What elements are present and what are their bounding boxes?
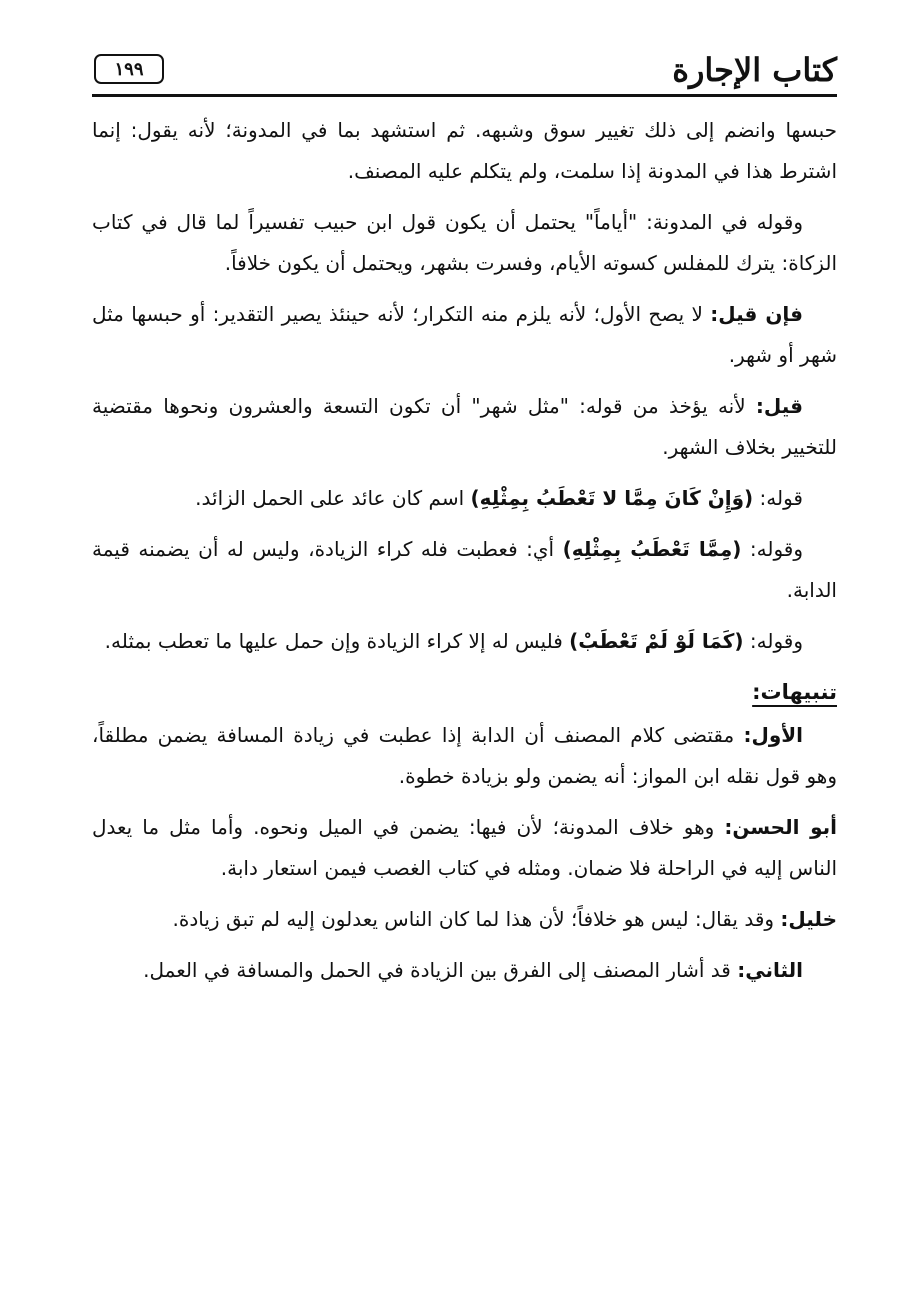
paragraph <box>92 110 837 192</box>
running-title: كتاب الإجارة <box>672 51 837 89</box>
paragraph-lead-term: أبو الحسن: <box>724 815 837 839</box>
paragraph-lead-term: قيل: <box>755 394 803 418</box>
text-segment: مقتضى كلام المصنف أن الدابة إذا عطبت في زيادة المسافة يضمن مطلقاً، وهو قول نقله ابن المواز: أنه يضمن ولو بزيادة خطوة. <box>92 723 837 788</box>
paragraph <box>92 202 837 284</box>
text-segment: وهو خلاف المدونة؛ لأن فيها: يضمن في الميل ونحوه. وأما مثل ما يعدل الناس إليه في الراحلة فلا ضمان. ومثله في كتاب الغصب فيمن استعار دابة. <box>92 815 837 880</box>
text-segment: اسم كان عائد على الحمل الزائد. <box>195 486 471 510</box>
text-segment: حبسها وانضم إلى ذلك تغيير سوق وشبهه. ثم استشهد بما في المدونة؛ لأنه يقول: إنما اشترط هذا في المدونة إذا سلمت، ولم يتكلم عليه المصنف. <box>92 118 837 183</box>
paragraph-lead-term: فإن قيل: <box>710 302 804 326</box>
note-paragraph <box>92 899 837 940</box>
paragraph-lead-term: الأول: <box>743 723 803 747</box>
note-paragraph <box>92 715 837 797</box>
paragraph <box>92 621 837 662</box>
paragraph <box>92 478 837 519</box>
header-rule <box>92 94 837 97</box>
text-segment: وقد يقال: ليس هو خلافاً؛ لأن هذا لما كان الناس يعدلون إليه لم تبق زيادة. <box>172 907 781 931</box>
text-segment: قوله: <box>753 486 803 510</box>
quoted-text-segment: (كَمَا لَوْ لَمْ تَعْطَبْ) <box>569 629 744 653</box>
page-number: ١٩٩ <box>94 54 164 84</box>
note-paragraph <box>92 950 837 991</box>
text-segment: لأنه يؤخذ من قوله: "مثل شهر" أن تكون التسعة والعشرون ونحوها مقتضية للتخيير بخلاف الشهر. <box>92 394 837 459</box>
body-text <box>92 110 837 1001</box>
text-segment: لا يصح الأول؛ لأنه يلزم منه التكرار؛ لأنه حينئذ يصير التقدير: أو حبسها مثل شهر أو شهر. <box>92 302 837 367</box>
page-header <box>92 40 837 98</box>
text-segment: وقوله: <box>741 537 803 561</box>
note-paragraph <box>92 807 837 889</box>
paragraph <box>92 386 837 468</box>
text-segment: أي: فعطبت فله كراء الزيادة، وليس له أن يضمنه قيمة الدابة. <box>92 537 837 602</box>
text-segment: قد أشار المصنف إلى الفرق بين الزيادة في الحمل والمسافة في العمل. <box>143 958 738 982</box>
text-segment: وقوله في المدونة: "أياماً" يحتمل أن يكون قول ابن حبيب تفسيراً لما قال في كتاب الزكاة: يترك للمفلس كسوته الأيام، وفسرت بشهر، ويحتمل أن يكون خلافاً. <box>92 210 837 275</box>
section-heading: تنبيهات: <box>752 680 837 704</box>
paragraph-lead-term: الثاني: <box>737 958 803 982</box>
quoted-text-segment: (مِمَّا تَعْطَبُ بِمِثْلِهِ) <box>562 537 742 561</box>
text-segment: فليس له إلا كراء الزيادة وإن حمل عليها ما تعطب بمثله. <box>104 629 570 653</box>
quoted-text-segment: (وَإِنْ كَانَ مِمَّا لا تَعْطَبُ بِمِثْلِهِ) <box>470 486 754 510</box>
text-segment: وقوله: <box>743 629 803 653</box>
paragraph <box>92 529 837 611</box>
paragraph-lead-term: خليل: <box>780 907 837 931</box>
document-page <box>92 40 837 1280</box>
paragraph <box>92 294 837 376</box>
